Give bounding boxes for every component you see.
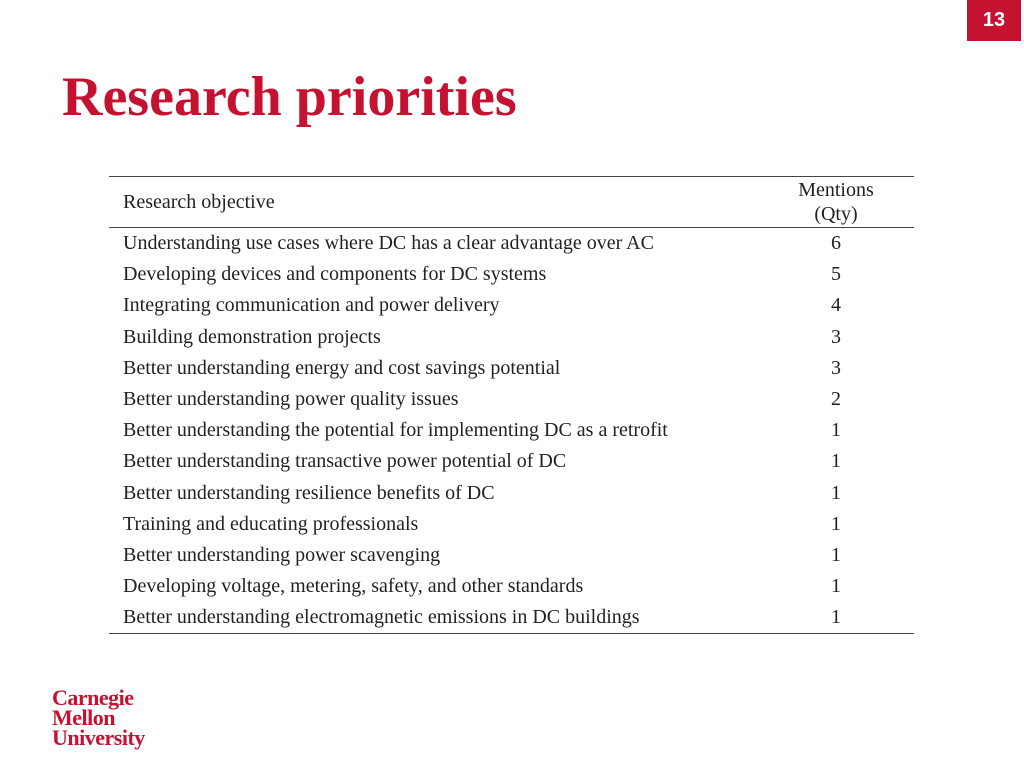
objective-cell: Better understanding resilience benefits of DC <box>123 481 495 504</box>
table-row <box>109 384 914 415</box>
logo-line-2: Mellon <box>52 705 115 730</box>
objective-cell: Better understanding transactive power potential of DC <box>123 450 567 473</box>
slide-number-badge: 13 <box>967 0 1021 41</box>
objective-cell: Better understanding power quality issues <box>123 388 459 411</box>
mentions-cell: 6 <box>831 232 841 255</box>
column-header-objective: Research objective <box>123 190 275 213</box>
mentions-cell: 4 <box>831 294 841 317</box>
mentions-cell: 5 <box>831 263 841 286</box>
table-row <box>109 509 914 540</box>
objective-cell: Better understanding energy and cost savings potential <box>123 356 561 379</box>
column-header-mentions <box>758 177 914 228</box>
logo-line-3: University <box>52 725 145 750</box>
mentions-cell: 2 <box>831 388 841 411</box>
table-row <box>109 228 914 260</box>
table-row <box>109 290 914 321</box>
objective-cell: Developing voltage, metering, safety, and other standards <box>123 575 584 598</box>
column-header-mentions-line2: (Qty) <box>814 203 858 225</box>
table-row <box>109 540 914 571</box>
mentions-cell: 3 <box>831 356 841 379</box>
mentions-cell: 1 <box>831 512 841 535</box>
column-header-mentions-line1: Mentions <box>798 179 874 201</box>
table-header-row <box>109 177 914 228</box>
table <box>109 176 914 634</box>
table-row <box>109 602 914 634</box>
objective-cell: Training and educating professionals <box>123 512 419 535</box>
objective-cell: Better understanding electromagnetic emissions in DC buildings <box>123 606 640 629</box>
objective-cell: Better understanding power scavenging <box>123 543 441 566</box>
page-title: Research priorities <box>62 66 517 128</box>
mentions-cell: 1 <box>831 450 841 473</box>
mentions-cell: 1 <box>831 606 841 629</box>
table-row <box>109 353 914 384</box>
table-header <box>109 177 914 228</box>
objective-cell: Better understanding the potential for implementing DC as a retrofit <box>123 419 668 442</box>
table-row <box>109 478 914 509</box>
table-row <box>109 571 914 602</box>
mentions-cell: 1 <box>831 419 841 442</box>
table-row <box>109 415 914 446</box>
mentions-cell: 1 <box>831 575 841 598</box>
objective-cell: Building demonstration projects <box>123 325 381 348</box>
objective-cell: Integrating communication and power delivery <box>123 294 500 317</box>
mentions-cell: 3 <box>831 325 841 348</box>
mentions-cell: 1 <box>831 481 841 504</box>
objective-cell: Developing devices and components for DC systems <box>123 263 547 286</box>
research-priorities-table <box>109 176 914 634</box>
objective-cell: Understanding use cases where DC has a clear advantage over AC <box>123 232 654 255</box>
table-row <box>109 322 914 353</box>
university-logo <box>52 685 145 750</box>
mentions-cell: 1 <box>831 543 841 566</box>
table-row <box>109 446 914 477</box>
table-row <box>109 259 914 290</box>
table-body <box>109 228 914 634</box>
logo-line-1: Carnegie <box>52 685 134 710</box>
